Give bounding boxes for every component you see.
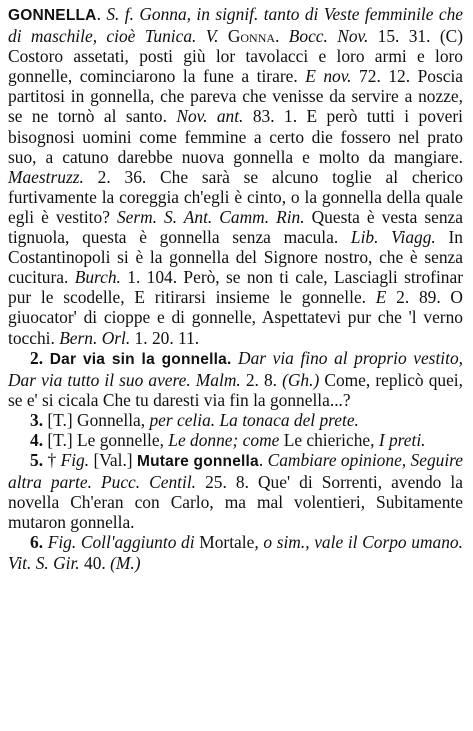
sense-number: 4. [30, 429, 44, 450]
citation-source: (M.) [110, 552, 141, 573]
italic-segment: Le donne; come [168, 429, 280, 450]
text-segment: [T.] Gonnella, [43, 409, 150, 430]
italic-segment: per celia. La tonaca del prete. [149, 409, 359, 430]
text-segment: . [258, 450, 268, 471]
citation-source: (Gh.) [282, 369, 320, 390]
text-segment: . [275, 26, 289, 47]
citation-source: Lib. Viagg. [350, 227, 436, 248]
italic-segment: Cambiare opinione, Seguire altra parte. Pucc. Centil. [8, 450, 464, 493]
sense-phrase: Dar via sin la gonnella. [43, 350, 232, 368]
sense-3-paragraph [8, 410, 463, 430]
citation-text: 1. 20. 11. [130, 327, 200, 348]
entry-definition-paragraph [8, 4, 463, 348]
citation-source: Nov. ant. [176, 106, 244, 127]
citation-text: 1. 104. Però, se non ti cale, Lasciagli strofinar pur le scodelle, E ritirarsi insieme le gonnelle. [8, 267, 463, 308]
sense-6-paragraph [8, 532, 463, 572]
citation-text: 83. 1. E però tutti i poveri bisognosi uomini come femmine a certo die fossero nel prato suo, a catuno darebbe nuova gonnella e molto da mangiare. [8, 106, 463, 167]
citation-text: 72. 12. Poscia partitosi in gonnella, che pareva che venisse da servire a nozze, se ne tornò al santo. [8, 66, 463, 127]
citation-text: Come, replicò quei, se e' si cicala Che tu daresti via fin la gonnella...? [8, 369, 463, 410]
headword: GONNELLA [8, 7, 97, 24]
sense-2-paragraph [8, 348, 463, 410]
citation-text: 2. 89. O giuocator' di cioppe e di gonnelle, Aspettatevi pur che 'l verno tocchi. [8, 287, 463, 348]
text-segment: † [43, 450, 61, 471]
italic-segment: Fig. [60, 450, 90, 471]
sense-phrase: Mutare gonnella [136, 453, 259, 471]
citation-text: In Costantinopoli si è la gonnella del Signore nostro, che è senza cucitura. [8, 227, 463, 288]
sense-number: 2. [30, 347, 44, 368]
citation-text: 40. [79, 552, 111, 573]
sense-4-paragraph [8, 430, 463, 450]
italic-segment: Dar via fino al proprio vestito, Dar via tutto il suo avere. Malm. [8, 347, 463, 390]
text-segment: [T.] Le gonnelle, [43, 429, 169, 450]
sense-number: 6. [30, 532, 44, 553]
text-segment: . [96, 4, 107, 24]
citation-text: 2. 36. Che sarà se alcuno toglie al cherico furtivamente la coreggia ch'egli è cinto, o la gonnella della quale egli è vestito? [8, 166, 463, 227]
citation-source: Serm. S. Ant. Camm. Rin. [116, 206, 305, 227]
text-segment: [Val.] [89, 450, 137, 471]
citation-text: 15. 31. (C) Costoro assetati, posti giù lor tavolacci e loro armi e loro gonnelle, cominciarono la fune a tirare. [8, 26, 463, 87]
italic-segment: , o sim., vale il Corpo umano. Vit. S. Gir. [8, 532, 463, 573]
italic-segment: I preti. [378, 429, 426, 450]
citation-text: 25. 8. Que' di Sorrenti, avendo la novella Ch'eran con Carlo, ma mal volentieri, Subitamente mutaron gonnella. [8, 472, 463, 533]
citation-text: Questa è vesta senza tignuola, questa è gonnella senza macula. [8, 206, 463, 248]
text-segment: Mortale [194, 532, 255, 553]
citation-source: E nov. [305, 66, 352, 87]
sense-number: 5. [30, 450, 44, 471]
citation-source: Bern. Orl. [59, 327, 131, 348]
italic-segment: S. f. Gonna, in signif. tanto di Veste femminile che di maschile, cioè Tunica. V. [8, 4, 463, 47]
citation-source: Maestruzz. [8, 166, 84, 187]
citation-source: Burch. [74, 267, 121, 288]
sense-5-paragraph [8, 450, 463, 532]
citation-source: E [375, 287, 387, 308]
cross-reference: Gonna [227, 26, 276, 47]
text-segment: Le chieriche, [279, 429, 379, 450]
citation-source: Bocc. Nov. [288, 26, 369, 47]
text-segment: 2. 8. [240, 369, 283, 390]
sense-number: 3. [30, 409, 44, 430]
italic-segment: Fig. Coll'aggiunto di [47, 532, 195, 553]
